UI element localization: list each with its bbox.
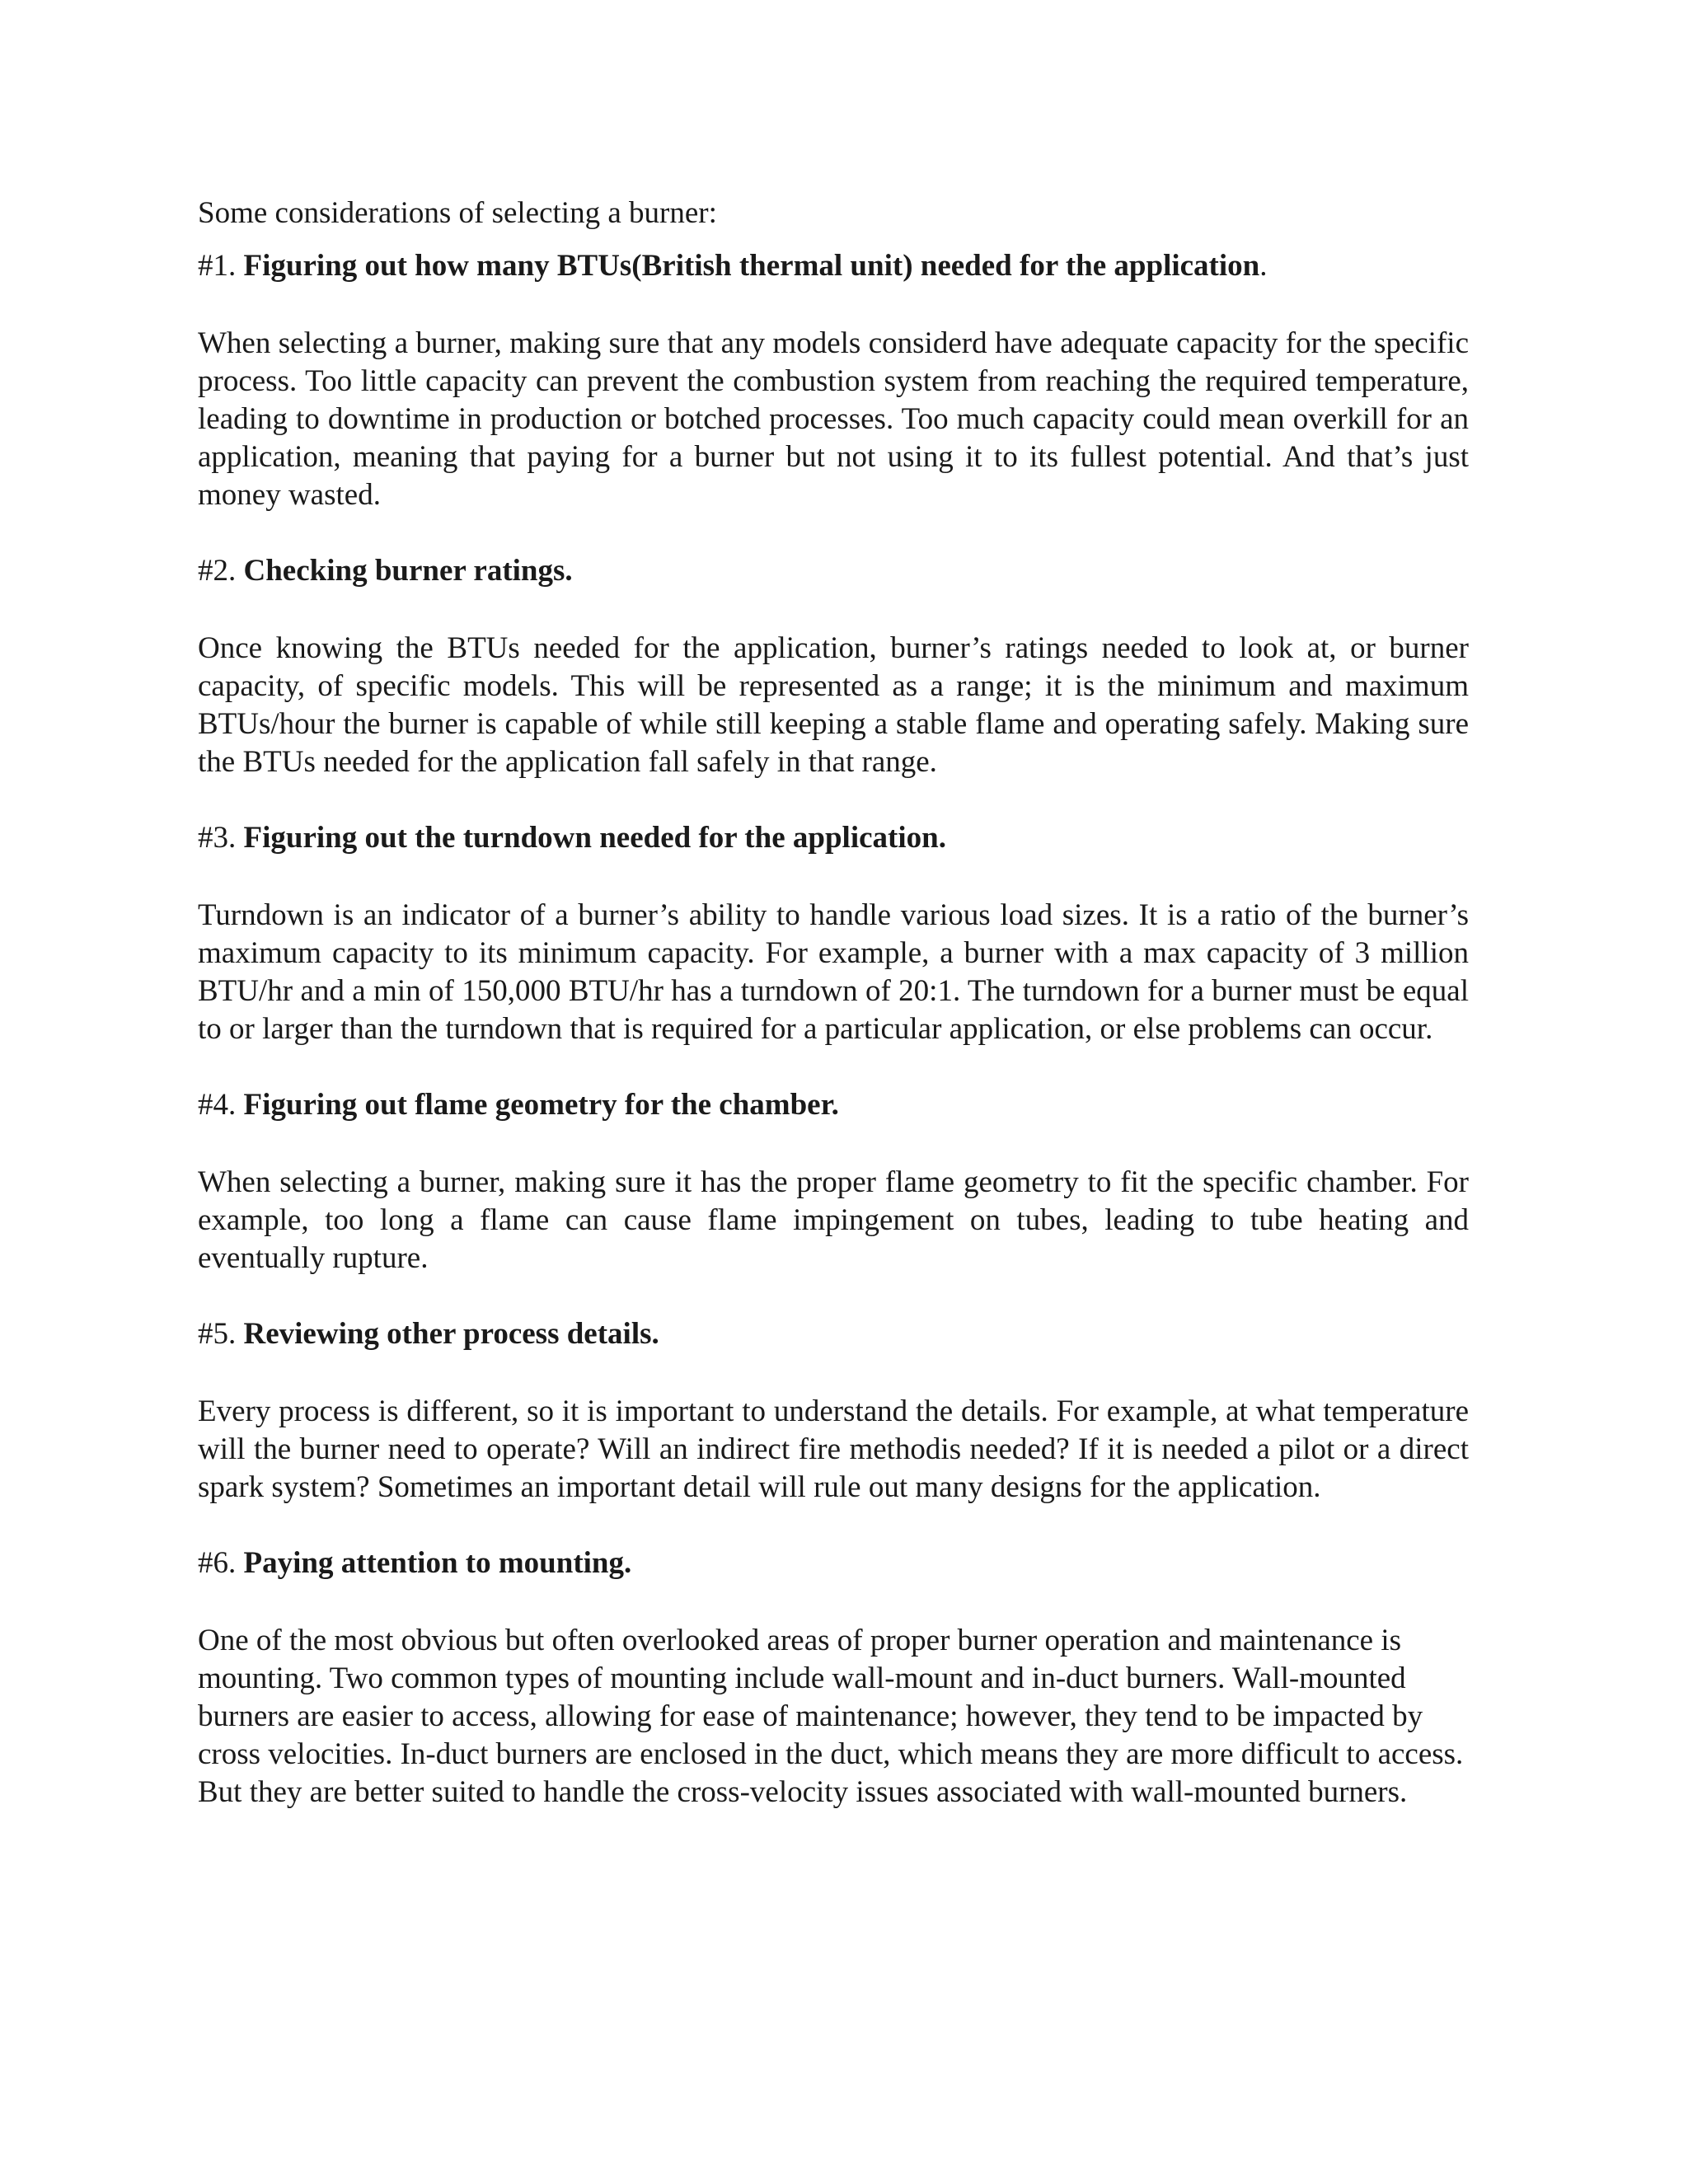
section-2-title: Checking burner ratings. <box>243 554 573 588</box>
section-3-body: Turndown is an indicator of a burner’s ability to handle various load sizes. It is a ratio of the burner’s maximum capacity to its minimum capacity. For example, a burner with a max capacity of 3 million BTU/hr and a min of 150,000 BTU/hr has a turndown of 20:1. The turndown for a burner must be equal to or larger than the turndown that is required for a particular application, or else problems can occur. <box>198 898 1469 1046</box>
section-6-number: #6. <box>198 1546 237 1580</box>
section-6-title: Paying attention to mounting. <box>243 1546 632 1580</box>
section-1-title: Figuring out how many BTUs(British thermal unit) needed for the application <box>243 249 1260 283</box>
section-1-title-suffix: . <box>1259 249 1268 283</box>
section-4-number: #4. <box>198 1088 237 1122</box>
section-6-body: One of the most obvious but often overlooked areas of proper burner operation and maintenance is mounting. Two common types of mounting include wall-mount and in-duct burners. Wall-mounted burners are easier to access, allowing for ease of maintenance; however, they tend to be impacted by cross velocities. In-duct burners are enclosed in the duct, which means they are more difficult to access. But they are better suited to handle the cross-velocity issues associated with wall-mounted burners. <box>198 1624 1464 1809</box>
document-page <box>198 194 1469 1811</box>
section-3-number: #3. <box>198 821 237 855</box>
intro-text: Some considerations of selecting a burner: <box>198 196 717 230</box>
section-2-heading <box>198 552 1469 590</box>
section-5-number: #5. <box>198 1317 237 1351</box>
section-1-body: When selecting a burner, making sure that any models considerd have adequate capacity for the specific process. Too little capacity can prevent the combustion system from reaching the required temperature, leading to downtime in production or botched processes. Too much capacity could mean overkill for an application, meaning that paying for a burner but not using it to its fullest potential. And that’s just money wasted. <box>198 326 1469 512</box>
section-1-heading <box>198 247 1469 285</box>
section-6-heading <box>198 1544 1469 1582</box>
section-2-body: Once knowing the BTUs needed for the application, burner’s ratings needed to look at, or burner capacity, of specific models. This will be represented as a range; it is the minimum and maximum BTUs/hour the burner is capable of while still keeping a stable flame and operating safely. Making sure the BTUs needed for the application fall safely in that range. <box>198 631 1469 779</box>
section-2-number: #2. <box>198 554 237 588</box>
section-3-heading <box>198 819 1469 857</box>
section-4-title: Figuring out flame geometry for the chamber. <box>243 1088 839 1122</box>
section-5-body: Every process is different, so it is important to understand the details. For example, at what temperature will the burner need to operate? Will an indirect fire methodis needed? If it is needed a pilot or a direct spark system? Sometimes an important detail will rule out many designs for the application. <box>198 1394 1469 1504</box>
section-4-body: When selecting a burner, making sure it has the proper flame geometry to fit the specific chamber. For example, too long a flame can cause flame impingement on tubes, leading to tube heating and eventually rupture. <box>198 1165 1469 1275</box>
section-3-title: Figuring out the turndown needed for the application. <box>243 821 946 855</box>
section-5-heading <box>198 1315 1469 1353</box>
section-1-number: #1. <box>198 249 237 283</box>
section-5-title: Reviewing other process details. <box>243 1317 659 1351</box>
section-4-heading <box>198 1086 1469 1124</box>
